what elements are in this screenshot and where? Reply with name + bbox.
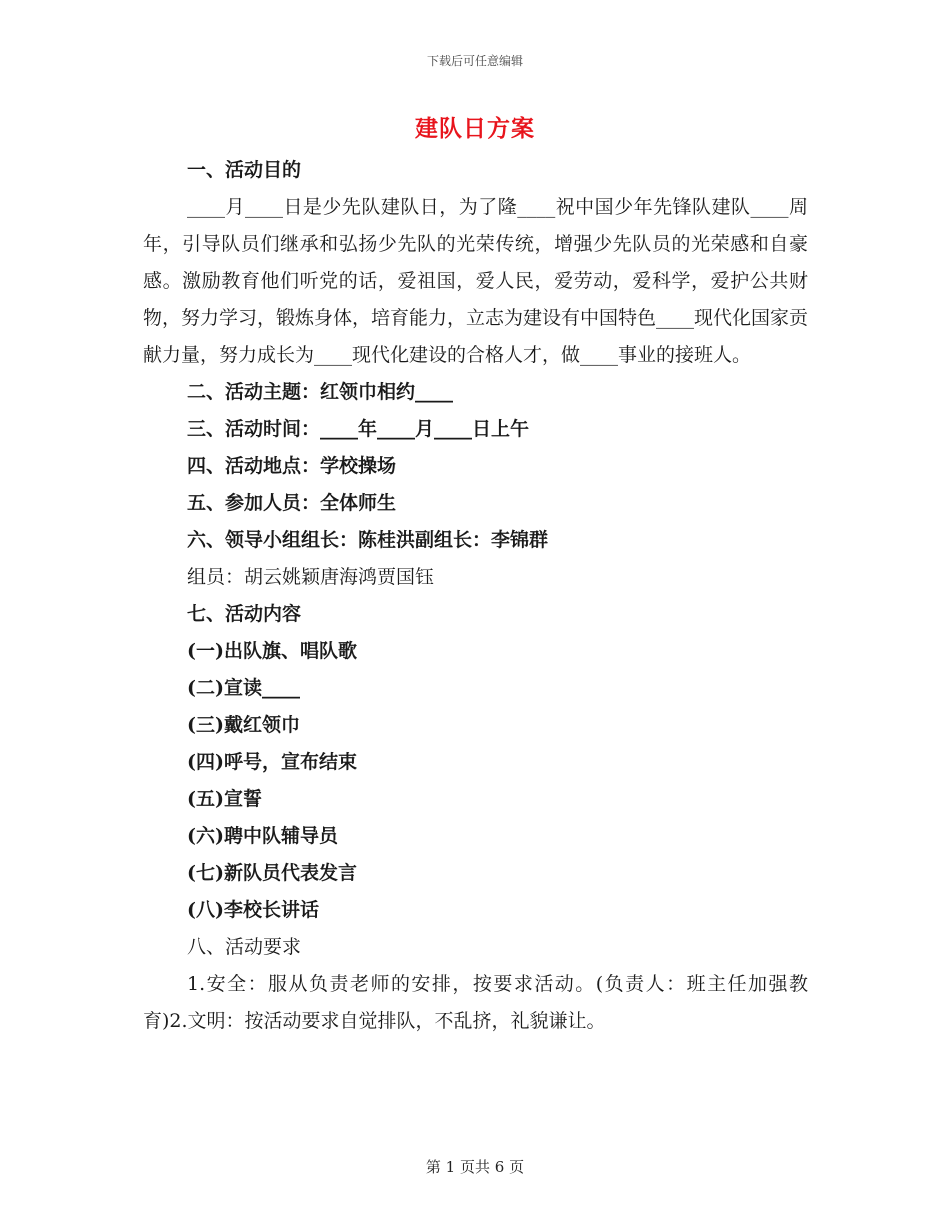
leadership-members: 组员：胡云姚颖唐海鸿贾国钰 [187, 566, 435, 588]
section-time: 三、活动时间：____年____月____日上午 [187, 418, 530, 440]
content-item: (八)李校长讲话 [187, 899, 319, 921]
section-theme: 二、活动主题：红领巾相约____ [187, 381, 454, 403]
section-heading-content: 七、活动内容 [187, 603, 302, 625]
content-item: (一)出队旗、唱队歌 [187, 640, 357, 662]
content-item: (六)聘中队辅导员 [187, 825, 338, 847]
content-item: (七)新队员代表发言 [187, 862, 357, 884]
section-location: 四、活动地点：学校操场 [187, 455, 397, 477]
document-title: 建队日方案 [415, 115, 535, 142]
content-item: (三)戴红领巾 [187, 714, 300, 736]
requirements-paragraph: 1.安全：服从负责老师的安排，按要求活动。(负责人：班主任加强教育)2.文明：按活动要求自觉排队，不乱挤，礼貌谦让。 [143, 973, 808, 1032]
section-leadership: 六、领导小组组长：陈桂洪副组长：李锦群 [187, 529, 549, 551]
page-header: 下载后可任意编辑 [426, 54, 523, 68]
section-heading-requirements: 八、活动要求 [187, 936, 302, 958]
content-item: (二)宣读____ [187, 677, 300, 699]
content-item: (四)呼号，宣布结束 [187, 751, 357, 773]
document-body [143, 152, 808, 1040]
section-heading-purpose: 一、活动目的 [187, 159, 302, 181]
page-footer: 第 1 页共 6 页 [425, 1158, 525, 1176]
purpose-paragraph: ____月____日是少先队建队日，为了隆____祝中国少年先锋队建队____周年，引导队员们继承和弘扬少先队的光荣传统，增强少先队员的光荣感和自豪感。激励教育他们听党的话，爱祖国，爱人民，爱劳动，爱科学，爱护公共财物，努力学习，锻炼身体，培育能力，立志为建设有中国特色____现代化国家贡献力量，努力成长为____现代化建设的合格人才，做____事业的接班人。 [143, 196, 809, 366]
section-participants: 五、参加人员：全体师生 [187, 492, 397, 514]
content-item: (五)宣誓 [187, 788, 262, 810]
